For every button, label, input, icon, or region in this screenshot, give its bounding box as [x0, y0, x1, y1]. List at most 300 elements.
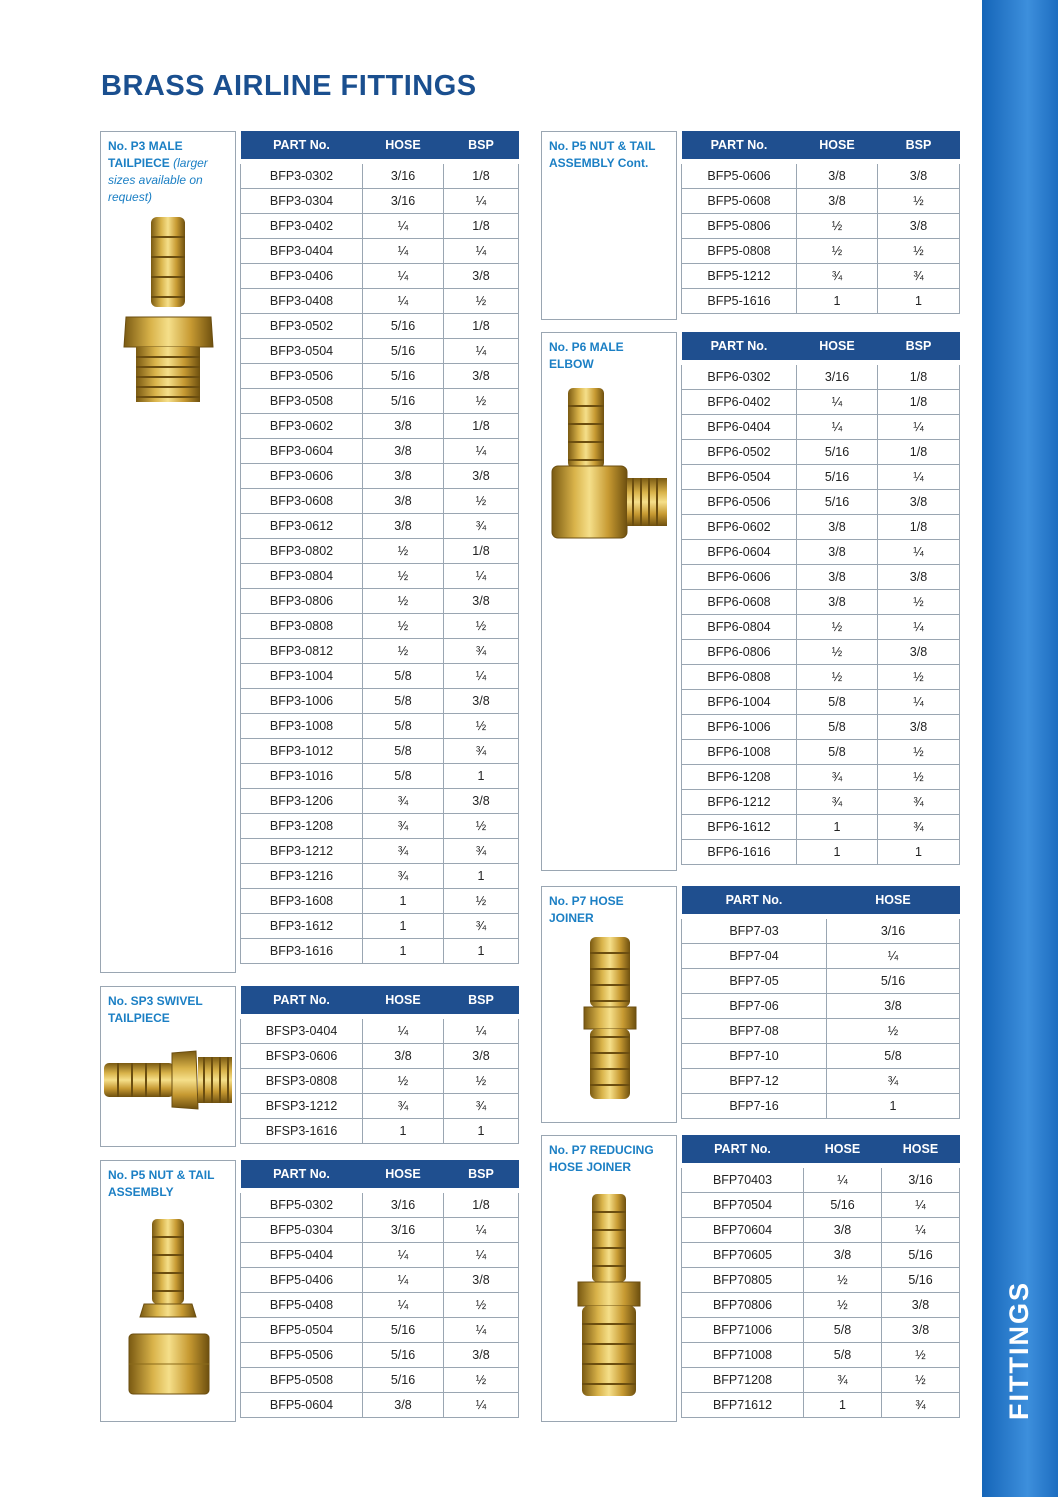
- table-cell: ¼: [444, 1393, 519, 1418]
- table-row: [241, 564, 519, 589]
- table-row: [241, 389, 519, 414]
- table-row: [682, 1193, 960, 1218]
- table-cell: BFP71008: [682, 1343, 804, 1368]
- table-cell: 3/8: [797, 515, 878, 540]
- table-cell: 3/8: [444, 789, 519, 814]
- table-row: [682, 540, 960, 565]
- table-cell: 1: [827, 1094, 960, 1119]
- table-cell: ¾: [444, 739, 519, 764]
- table-row: [682, 590, 960, 615]
- table-row: [682, 465, 960, 490]
- table-cell: ½: [363, 589, 444, 614]
- sp3-swivel-tailpiece-image: [104, 1049, 234, 1111]
- table-cell: 1/8: [444, 214, 519, 239]
- table-cell: ¼: [804, 1166, 882, 1193]
- table-row: [241, 289, 519, 314]
- table-row: [682, 1243, 960, 1268]
- table-cell: BFP3-0802: [241, 539, 363, 564]
- table-cell: 1: [797, 289, 878, 314]
- table-cell: 5/8: [804, 1318, 882, 1343]
- table-cell: 3/8: [444, 264, 519, 289]
- table-cell: ½: [878, 740, 960, 765]
- table-cell: BFP3-0302: [241, 162, 363, 189]
- table-cell: BFP3-1208: [241, 814, 363, 839]
- table-cell: BFP6-1612: [682, 815, 797, 840]
- p6-header-bsp: BSP: [878, 332, 960, 363]
- table-cell: 1: [363, 1119, 444, 1144]
- table-cell: ½: [878, 239, 960, 264]
- p7r-parts-table: [681, 1135, 960, 1418]
- sp3-label: No. SP3 SWIVEL TAILPIECE: [108, 994, 203, 1025]
- table-cell: 1/8: [444, 539, 519, 564]
- table-cell: BFP3-0304: [241, 189, 363, 214]
- table-cell: 3/8: [444, 1044, 519, 1069]
- table-cell: 5/16: [363, 1343, 444, 1368]
- table-cell: BFP7-10: [682, 1044, 827, 1069]
- table-cell: ½: [878, 590, 960, 615]
- table-cell: BFP70805: [682, 1268, 804, 1293]
- table-cell: 3/8: [363, 414, 444, 439]
- table-row: [682, 214, 960, 239]
- table-cell: ½: [878, 665, 960, 690]
- p3-label-note: (larger sizes available on request): [108, 156, 208, 204]
- table-cell: 1/8: [444, 162, 519, 189]
- table-cell: ¼: [797, 415, 878, 440]
- table-cell: ¾: [878, 264, 960, 289]
- table-row: [682, 1044, 960, 1069]
- table-row: [241, 239, 519, 264]
- table-cell: ½: [363, 614, 444, 639]
- table-cell: BFP71006: [682, 1318, 804, 1343]
- table-cell: 1: [878, 840, 960, 865]
- table-cell: 3/16: [363, 1191, 444, 1218]
- table-cell: BFP5-0506: [241, 1343, 363, 1368]
- table-cell: ½: [882, 1368, 960, 1393]
- table-cell: 5/16: [797, 490, 878, 515]
- table-cell: ¼: [444, 189, 519, 214]
- table-cell: BFP6-0602: [682, 515, 797, 540]
- p7r-header-part-no: PART No.: [682, 1135, 804, 1166]
- p5-cont-header-part-no: PART No.: [682, 131, 797, 162]
- sp3-product-panel: [100, 986, 236, 1147]
- table-cell: BFP3-0806: [241, 589, 363, 614]
- table-cell: ½: [797, 214, 878, 239]
- p7-reducing-hose-joiner-image: [574, 1194, 644, 1399]
- table-cell: 1: [444, 764, 519, 789]
- table-cell: 5/16: [827, 969, 960, 994]
- table-cell: BFP5-1212: [682, 264, 797, 289]
- table-cell: 5/16: [882, 1243, 960, 1268]
- table-cell: 5/8: [363, 664, 444, 689]
- table-cell: BFSP3-1616: [241, 1119, 363, 1144]
- table-cell: ¼: [363, 1243, 444, 1268]
- table-cell: BFP3-0506: [241, 364, 363, 389]
- table-cell: ½: [444, 1293, 519, 1318]
- table-cell: BFP3-1004: [241, 664, 363, 689]
- table-cell: 5/16: [363, 339, 444, 364]
- table-row: [682, 565, 960, 590]
- table-cell: ¼: [878, 540, 960, 565]
- p6-header-hose: HOSE: [797, 332, 878, 363]
- table-row: [241, 1343, 519, 1368]
- table-cell: ¾: [797, 790, 878, 815]
- table-cell: BFP3-0504: [241, 339, 363, 364]
- table-cell: ¾: [363, 864, 444, 889]
- table-cell: 3/8: [797, 162, 878, 189]
- table-cell: BFP6-1008: [682, 740, 797, 765]
- table-cell: BFP70605: [682, 1243, 804, 1268]
- table-cell: ¼: [827, 944, 960, 969]
- table-cell: 5/8: [363, 689, 444, 714]
- table-cell: ¼: [363, 1268, 444, 1293]
- table-cell: ¼: [444, 1017, 519, 1044]
- table-cell: 3/16: [363, 1218, 444, 1243]
- table-cell: 3/8: [444, 1343, 519, 1368]
- p5-cont-label: No. P5 NUT & TAIL ASSEMBLY Cont.: [549, 139, 656, 170]
- table-cell: 5/8: [363, 739, 444, 764]
- table-cell: BFP6-0604: [682, 540, 797, 565]
- table-cell: 3/8: [444, 1268, 519, 1293]
- table-cell: ½: [804, 1268, 882, 1293]
- page-title: BRASS AIRLINE FITTINGS: [101, 70, 477, 102]
- p5-header-part-no: PART No.: [241, 1160, 363, 1191]
- table-cell: 3/8: [797, 590, 878, 615]
- table-cell: 3/8: [878, 565, 960, 590]
- table-cell: 3/8: [363, 514, 444, 539]
- table-cell: 1/8: [878, 515, 960, 540]
- table-cell: BFP3-1006: [241, 689, 363, 714]
- table-row: [241, 764, 519, 789]
- table-cell: ¼: [363, 289, 444, 314]
- table-cell: BFP3-1012: [241, 739, 363, 764]
- table-row: [241, 1094, 519, 1119]
- table-cell: ¾: [804, 1368, 882, 1393]
- p5-cont-header-hose: HOSE: [797, 131, 878, 162]
- p7-parts-table: [681, 886, 960, 1119]
- table-row: [241, 1393, 519, 1418]
- table-cell: BFP3-1608: [241, 889, 363, 914]
- table-cell: BFP7-08: [682, 1019, 827, 1044]
- table-cell: 5/8: [797, 690, 878, 715]
- table-cell: ¾: [444, 839, 519, 864]
- table-cell: 3/16: [882, 1166, 960, 1193]
- table-cell: 5/16: [804, 1193, 882, 1218]
- sidebar-tab-label: FITTINGS: [1004, 1281, 1034, 1420]
- table-cell: 1: [804, 1393, 882, 1418]
- table-cell: ¼: [878, 415, 960, 440]
- sidebar-tab: [982, 0, 1058, 1497]
- table-cell: 1: [363, 939, 444, 964]
- table-cell: BFP5-0604: [241, 1393, 363, 1418]
- table-row: [682, 640, 960, 665]
- table-cell: BFP6-1208: [682, 765, 797, 790]
- table-cell: BFP5-1616: [682, 289, 797, 314]
- table-cell: ¼: [878, 690, 960, 715]
- table-cell: ¾: [797, 765, 878, 790]
- p3-male-tailpiece-image: [121, 217, 216, 407]
- table-cell: BFP3-1216: [241, 864, 363, 889]
- table-cell: BFP3-1212: [241, 839, 363, 864]
- table-cell: ¾: [363, 789, 444, 814]
- table-row: [241, 689, 519, 714]
- table-row: [241, 889, 519, 914]
- table-row: [241, 464, 519, 489]
- table-cell: ½: [444, 1069, 519, 1094]
- table-cell: BFP6-0404: [682, 415, 797, 440]
- table-row: [241, 1119, 519, 1144]
- table-cell: BFP3-1612: [241, 914, 363, 939]
- table-row: [241, 264, 519, 289]
- table-row: [682, 1019, 960, 1044]
- table-row: [241, 1268, 519, 1293]
- table-cell: BFP5-0302: [241, 1191, 363, 1218]
- table-cell: ½: [797, 615, 878, 640]
- table-row: [682, 690, 960, 715]
- table-cell: ¾: [444, 914, 519, 939]
- table-cell: 3/16: [797, 363, 878, 390]
- p6-label: No. P6 MALE ELBOW: [549, 340, 624, 371]
- table-row: [241, 214, 519, 239]
- table-cell: ½: [827, 1019, 960, 1044]
- table-cell: BFP3-0406: [241, 264, 363, 289]
- table-cell: ½: [363, 1069, 444, 1094]
- table-row: [241, 1191, 519, 1218]
- table-cell: 3/8: [363, 464, 444, 489]
- table-cell: ¾: [797, 264, 878, 289]
- table-cell: BFP5-0408: [241, 1293, 363, 1318]
- table-row: [682, 162, 960, 189]
- p3-header-hose: HOSE: [363, 131, 444, 162]
- table-cell: 3/8: [878, 640, 960, 665]
- table-row: [682, 969, 960, 994]
- table-cell: 1/8: [878, 363, 960, 390]
- table-cell: 5/8: [363, 714, 444, 739]
- table-cell: BFP70504: [682, 1193, 804, 1218]
- table-cell: 3/8: [882, 1318, 960, 1343]
- table-cell: BFSP3-0404: [241, 1017, 363, 1044]
- table-cell: BFP7-05: [682, 969, 827, 994]
- table-cell: ¾: [878, 790, 960, 815]
- p5-product-panel: [100, 1160, 236, 1422]
- table-row: [241, 814, 519, 839]
- table-row: [682, 790, 960, 815]
- table-cell: ½: [797, 239, 878, 264]
- table-row: [682, 1343, 960, 1368]
- table-row: [682, 740, 960, 765]
- table-cell: BFP3-0608: [241, 489, 363, 514]
- table-cell: 3/16: [827, 917, 960, 944]
- table-cell: ½: [363, 639, 444, 664]
- table-cell: 5/8: [827, 1044, 960, 1069]
- table-row: [241, 1044, 519, 1069]
- table-cell: BFP6-0506: [682, 490, 797, 515]
- table-row: [241, 489, 519, 514]
- table-cell: 3/8: [363, 439, 444, 464]
- table-cell: ½: [444, 814, 519, 839]
- table-cell: ½: [444, 389, 519, 414]
- table-cell: BFP6-1004: [682, 690, 797, 715]
- table-cell: BFP6-1212: [682, 790, 797, 815]
- table-cell: BFP3-0612: [241, 514, 363, 539]
- table-row: [682, 363, 960, 390]
- table-cell: 5/16: [797, 465, 878, 490]
- table-cell: ¼: [444, 1318, 519, 1343]
- table-cell: BFP3-0804: [241, 564, 363, 589]
- table-cell: ½: [882, 1343, 960, 1368]
- table-cell: 3/8: [444, 589, 519, 614]
- table-cell: ¼: [363, 264, 444, 289]
- table-row: [682, 189, 960, 214]
- table-cell: BFP7-04: [682, 944, 827, 969]
- table-cell: 3/8: [363, 489, 444, 514]
- table-cell: 1/8: [878, 390, 960, 415]
- table-cell: BFP6-0608: [682, 590, 797, 615]
- table-cell: ¼: [444, 1243, 519, 1268]
- table-cell: BFP6-0808: [682, 665, 797, 690]
- table-cell: 5/16: [882, 1268, 960, 1293]
- table-row: [241, 1293, 519, 1318]
- table-row: [682, 440, 960, 465]
- table-cell: BFP6-0504: [682, 465, 797, 490]
- table-cell: 3/8: [878, 214, 960, 239]
- table-row: [682, 1069, 960, 1094]
- table-row: [682, 917, 960, 944]
- table-cell: BFP3-0606: [241, 464, 363, 489]
- table-row: [241, 1318, 519, 1343]
- table-cell: BFP6-1616: [682, 840, 797, 865]
- table-row: [241, 1368, 519, 1393]
- table-cell: ¼: [444, 664, 519, 689]
- table-cell: 1: [444, 1119, 519, 1144]
- p5-nut-and-tail-image: [126, 1219, 211, 1399]
- table-row: [241, 839, 519, 864]
- table-cell: ¼: [444, 1218, 519, 1243]
- table-cell: BFP3-0808: [241, 614, 363, 639]
- table-cell: BFP6-1006: [682, 715, 797, 740]
- table-row: [241, 864, 519, 889]
- table-cell: ¾: [882, 1393, 960, 1418]
- table-cell: BFP5-0606: [682, 162, 797, 189]
- table-cell: BFP5-0508: [241, 1368, 363, 1393]
- table-cell: ¾: [444, 639, 519, 664]
- p3-header-bsp: BSP: [444, 131, 519, 162]
- table-cell: 1/8: [444, 414, 519, 439]
- p5-cont-parts-table: [681, 131, 960, 314]
- table-cell: 3/8: [444, 689, 519, 714]
- table-cell: ¾: [878, 815, 960, 840]
- table-cell: BFP70604: [682, 1218, 804, 1243]
- table-row: [682, 1166, 960, 1193]
- table-cell: 5/8: [804, 1343, 882, 1368]
- table-cell: ¼: [444, 439, 519, 464]
- table-cell: 3/8: [797, 189, 878, 214]
- table-cell: 3/8: [363, 1393, 444, 1418]
- table-row: [682, 415, 960, 440]
- table-cell: BFP6-0606: [682, 565, 797, 590]
- sp3-header-hose: HOSE: [363, 986, 444, 1017]
- p7-hose-joiner-image: [580, 937, 640, 1102]
- table-row: [682, 1368, 960, 1393]
- p6-parts-table: [681, 332, 960, 865]
- table-cell: BFP5-0808: [682, 239, 797, 264]
- p7r-header-hose-2: HOSE: [882, 1135, 960, 1166]
- table-row: [682, 1293, 960, 1318]
- table-row: [241, 664, 519, 689]
- table-cell: ½: [797, 665, 878, 690]
- table-cell: BFP5-0806: [682, 214, 797, 239]
- table-row: [241, 1218, 519, 1243]
- table-row: [241, 939, 519, 964]
- table-row: [241, 1069, 519, 1094]
- table-cell: 5/8: [363, 764, 444, 789]
- table-row: [682, 1218, 960, 1243]
- table-cell: 1: [444, 939, 519, 964]
- table-cell: BFP6-0806: [682, 640, 797, 665]
- table-cell: ½: [444, 489, 519, 514]
- table-cell: ½: [363, 539, 444, 564]
- table-row: [682, 994, 960, 1019]
- table-cell: ¾: [363, 814, 444, 839]
- table-row: [241, 739, 519, 764]
- table-cell: ¼: [878, 615, 960, 640]
- table-cell: BFP3-0812: [241, 639, 363, 664]
- table-row: [682, 815, 960, 840]
- table-row: [241, 914, 519, 939]
- table-cell: BFP3-0604: [241, 439, 363, 464]
- table-cell: BFSP3-0808: [241, 1069, 363, 1094]
- table-cell: BFP5-0608: [682, 189, 797, 214]
- p7r-header-hose-1: HOSE: [804, 1135, 882, 1166]
- table-cell: 5/16: [363, 314, 444, 339]
- table-cell: 1: [444, 864, 519, 889]
- table-cell: BFP3-1616: [241, 939, 363, 964]
- table-cell: BFP6-0804: [682, 615, 797, 640]
- table-row: [682, 515, 960, 540]
- table-cell: BFSP3-0606: [241, 1044, 363, 1069]
- table-cell: BFP3-0502: [241, 314, 363, 339]
- table-cell: 5/8: [797, 740, 878, 765]
- table-cell: BFP3-1206: [241, 789, 363, 814]
- table-cell: 5/16: [797, 440, 878, 465]
- p6-male-elbow-image: [550, 388, 670, 548]
- table-row: [241, 414, 519, 439]
- table-cell: BFP5-0404: [241, 1243, 363, 1268]
- table-cell: ¼: [882, 1218, 960, 1243]
- p3-label: No. P3 MALE TAILPIECE: [108, 139, 183, 170]
- table-cell: ¼: [797, 390, 878, 415]
- table-cell: ¾: [363, 1094, 444, 1119]
- table-cell: 5/16: [363, 1318, 444, 1343]
- table-cell: BFP3-1016: [241, 764, 363, 789]
- table-row: [241, 589, 519, 614]
- table-cell: ½: [444, 1368, 519, 1393]
- table-cell: BFP71208: [682, 1368, 804, 1393]
- table-cell: 3/8: [804, 1243, 882, 1268]
- table-cell: BFP3-0602: [241, 414, 363, 439]
- table-cell: 1: [797, 840, 878, 865]
- table-cell: ½: [444, 614, 519, 639]
- table-row: [682, 944, 960, 969]
- table-row: [241, 539, 519, 564]
- table-cell: BFP7-16: [682, 1094, 827, 1119]
- p5-parts-table: [240, 1160, 519, 1418]
- table-row: [682, 390, 960, 415]
- table-cell: ¼: [444, 239, 519, 264]
- p5-header-bsp: BSP: [444, 1160, 519, 1191]
- table-cell: 1: [797, 815, 878, 840]
- table-cell: ½: [804, 1293, 882, 1318]
- table-cell: BFP6-0402: [682, 390, 797, 415]
